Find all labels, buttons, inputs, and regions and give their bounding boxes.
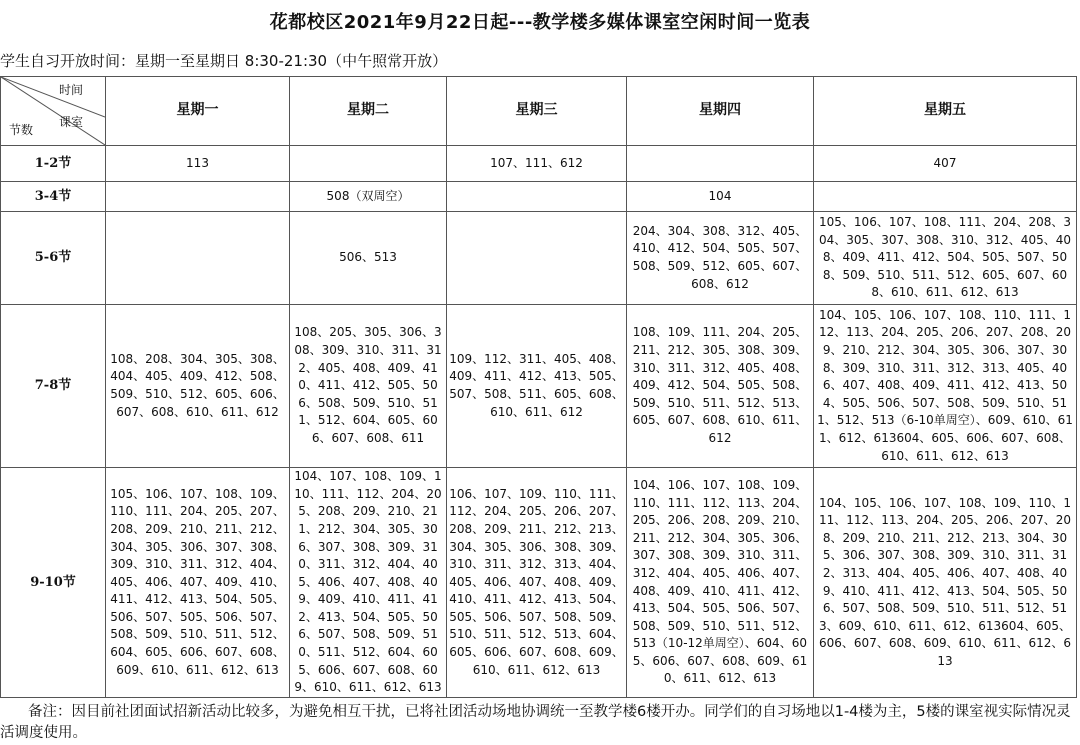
room-cell: 109、112、311、405、408、409、411、412、413、505、507、508、511、605、608、610、611、612 [447, 305, 627, 468]
corner-header-cell [1, 77, 106, 146]
day-header-tue: 星期二 [290, 77, 447, 146]
room-cell [447, 212, 627, 305]
day-header-thu: 星期四 [627, 77, 814, 146]
room-cell [814, 182, 1077, 212]
schedule-table [0, 76, 1077, 698]
day-header-wed: 星期三 [447, 77, 627, 146]
table-row [1, 146, 1077, 182]
self-study-hours: 学生自习开放时间：星期一至星期日 8:30-21:30（中午照常开放） [0, 52, 448, 70]
corner-label-period: 节数 [9, 123, 34, 137]
room-cell: 104、106、107、108、109、110、111、112、113、204、205、206、208、209、210、211、212、304、305、306、307、308、309、310、311、312、404、405、406、407、408、409、410、411、412、413、504、505、506、507、508、509、510、511、512、513（10-12单周空）、604、605、606、607、608、609、610、611、612、613 [627, 468, 814, 698]
room-cell [290, 146, 447, 182]
table-row [1, 305, 1077, 468]
header-row [1, 77, 1077, 146]
remarks-note: 备注：因目前社团面试招新活动比较多，为避免相互干扰，已将社团活动场地协调统一至教学楼6楼开办。同学们的自习场地以1-4楼为主，5楼的课室视实际情况灵活调度使用。 [0, 704, 1071, 741]
corner-label-room: 课室 [59, 115, 84, 129]
room-cell: 104、105、106、107、108、110、111、112、113、204、205、206、207、208、209、210、212、304、305、306、307、308、309、310、311、312、313、405、406、407、408、409、411、412、413、504、505、506、507、508、509、510、511、512、513（6-10单周空）、609、610、611、612、613604、605、606、607、608、610、611、612、613 [814, 305, 1077, 468]
room-cell: 108、109、111、204、205、211、212、305、308、309、310、311、312、405、408、409、412、504、505、508、509、510、511、512、513、605、607、608、610、611、612 [627, 305, 814, 468]
period-label: 5-6节 [1, 212, 106, 305]
period-label: 7-8节 [1, 305, 106, 468]
room-cell [627, 146, 814, 182]
room-cell [447, 182, 627, 212]
corner-label-time: 时间 [59, 83, 84, 97]
room-cell: 108、205、305、306、308、309、310、311、312、405、408、409、410、411、412、505、506、508、509、510、511、512、604、605、606、607、608、611 [290, 305, 447, 468]
room-cell: 104、105、106、107、108、109、110、111、112、113、204、205、206、207、208、209、210、211、212、213、304、305、306、307、308、309、310、311、312、313、404、405、406、407、408、409、410、411、412、413、504、505、506、507、508、509、510、511、512、513、609、610、611、612、613604、605、606、607、608、609、610、611、612、613 [814, 468, 1077, 698]
table-row [1, 468, 1077, 698]
page-title: 花都校区2021年9月22日起---教学楼多媒体课室空闲时间一览表 [269, 12, 811, 33]
period-label: 9-10节 [1, 468, 106, 698]
room-cell: 104 [627, 182, 814, 212]
room-cell: 105、106、107、108、111、204、208、304、305、307、308、310、312、405、408、409、411、412、504、505、507、508、509、510、511、512、605、607、608、610、611、612、613 [814, 212, 1077, 305]
room-cell: 106、107、109、110、111、112、204、205、206、207、208、209、211、212、213、304、305、306、308、309、310、311、312、313、404、405、406、407、408、409、410、411、412、413、504、505、506、507、508、509、510、511、512、513、604、605、606、607、608、609、610、611、612、613 [447, 468, 627, 698]
room-cell: 108、208、304、305、308、404、405、409、412、508、509、510、512、605、606、607、608、610、611、612 [106, 305, 290, 468]
room-cell [106, 212, 290, 305]
room-cell: 107、111、612 [447, 146, 627, 182]
table-row [1, 212, 1077, 305]
room-cell: 113 [106, 146, 290, 182]
day-header-fri: 星期五 [814, 77, 1077, 146]
period-label: 1-2节 [1, 146, 106, 182]
room-cell: 104、107、108、109、110、111、112、204、205、208、209、210、211、212、304、305、306、307、308、309、310、311、312、404、405、406、407、408、409、409、410、411、412、413、504、505、506、507、508、509、510、511、512、604、605、606、607、608、609、610、611、612、613 [290, 468, 447, 698]
period-label: 3-4节 [1, 182, 106, 212]
room-cell: 204、304、308、312、405、410、412、504、505、507、508、509、512、605、607、608、612 [627, 212, 814, 305]
day-header-mon: 星期一 [106, 77, 290, 146]
room-cell: 105、106、107、108、109、110、111、204、205、207、208、209、210、211、212、304、305、306、307、308、309、310、311、312、404、405、406、407、409、410、411、412、413、504、505、506、507、505、506、507、508、509、510、511、512、604、605、606、607、608、609、610、611、612、613 [106, 468, 290, 698]
table-row [1, 182, 1077, 212]
room-cell: 506、513 [290, 212, 447, 305]
room-cell: 407 [814, 146, 1077, 182]
room-cell [106, 182, 290, 212]
room-cell: 508（双周空） [290, 182, 447, 212]
